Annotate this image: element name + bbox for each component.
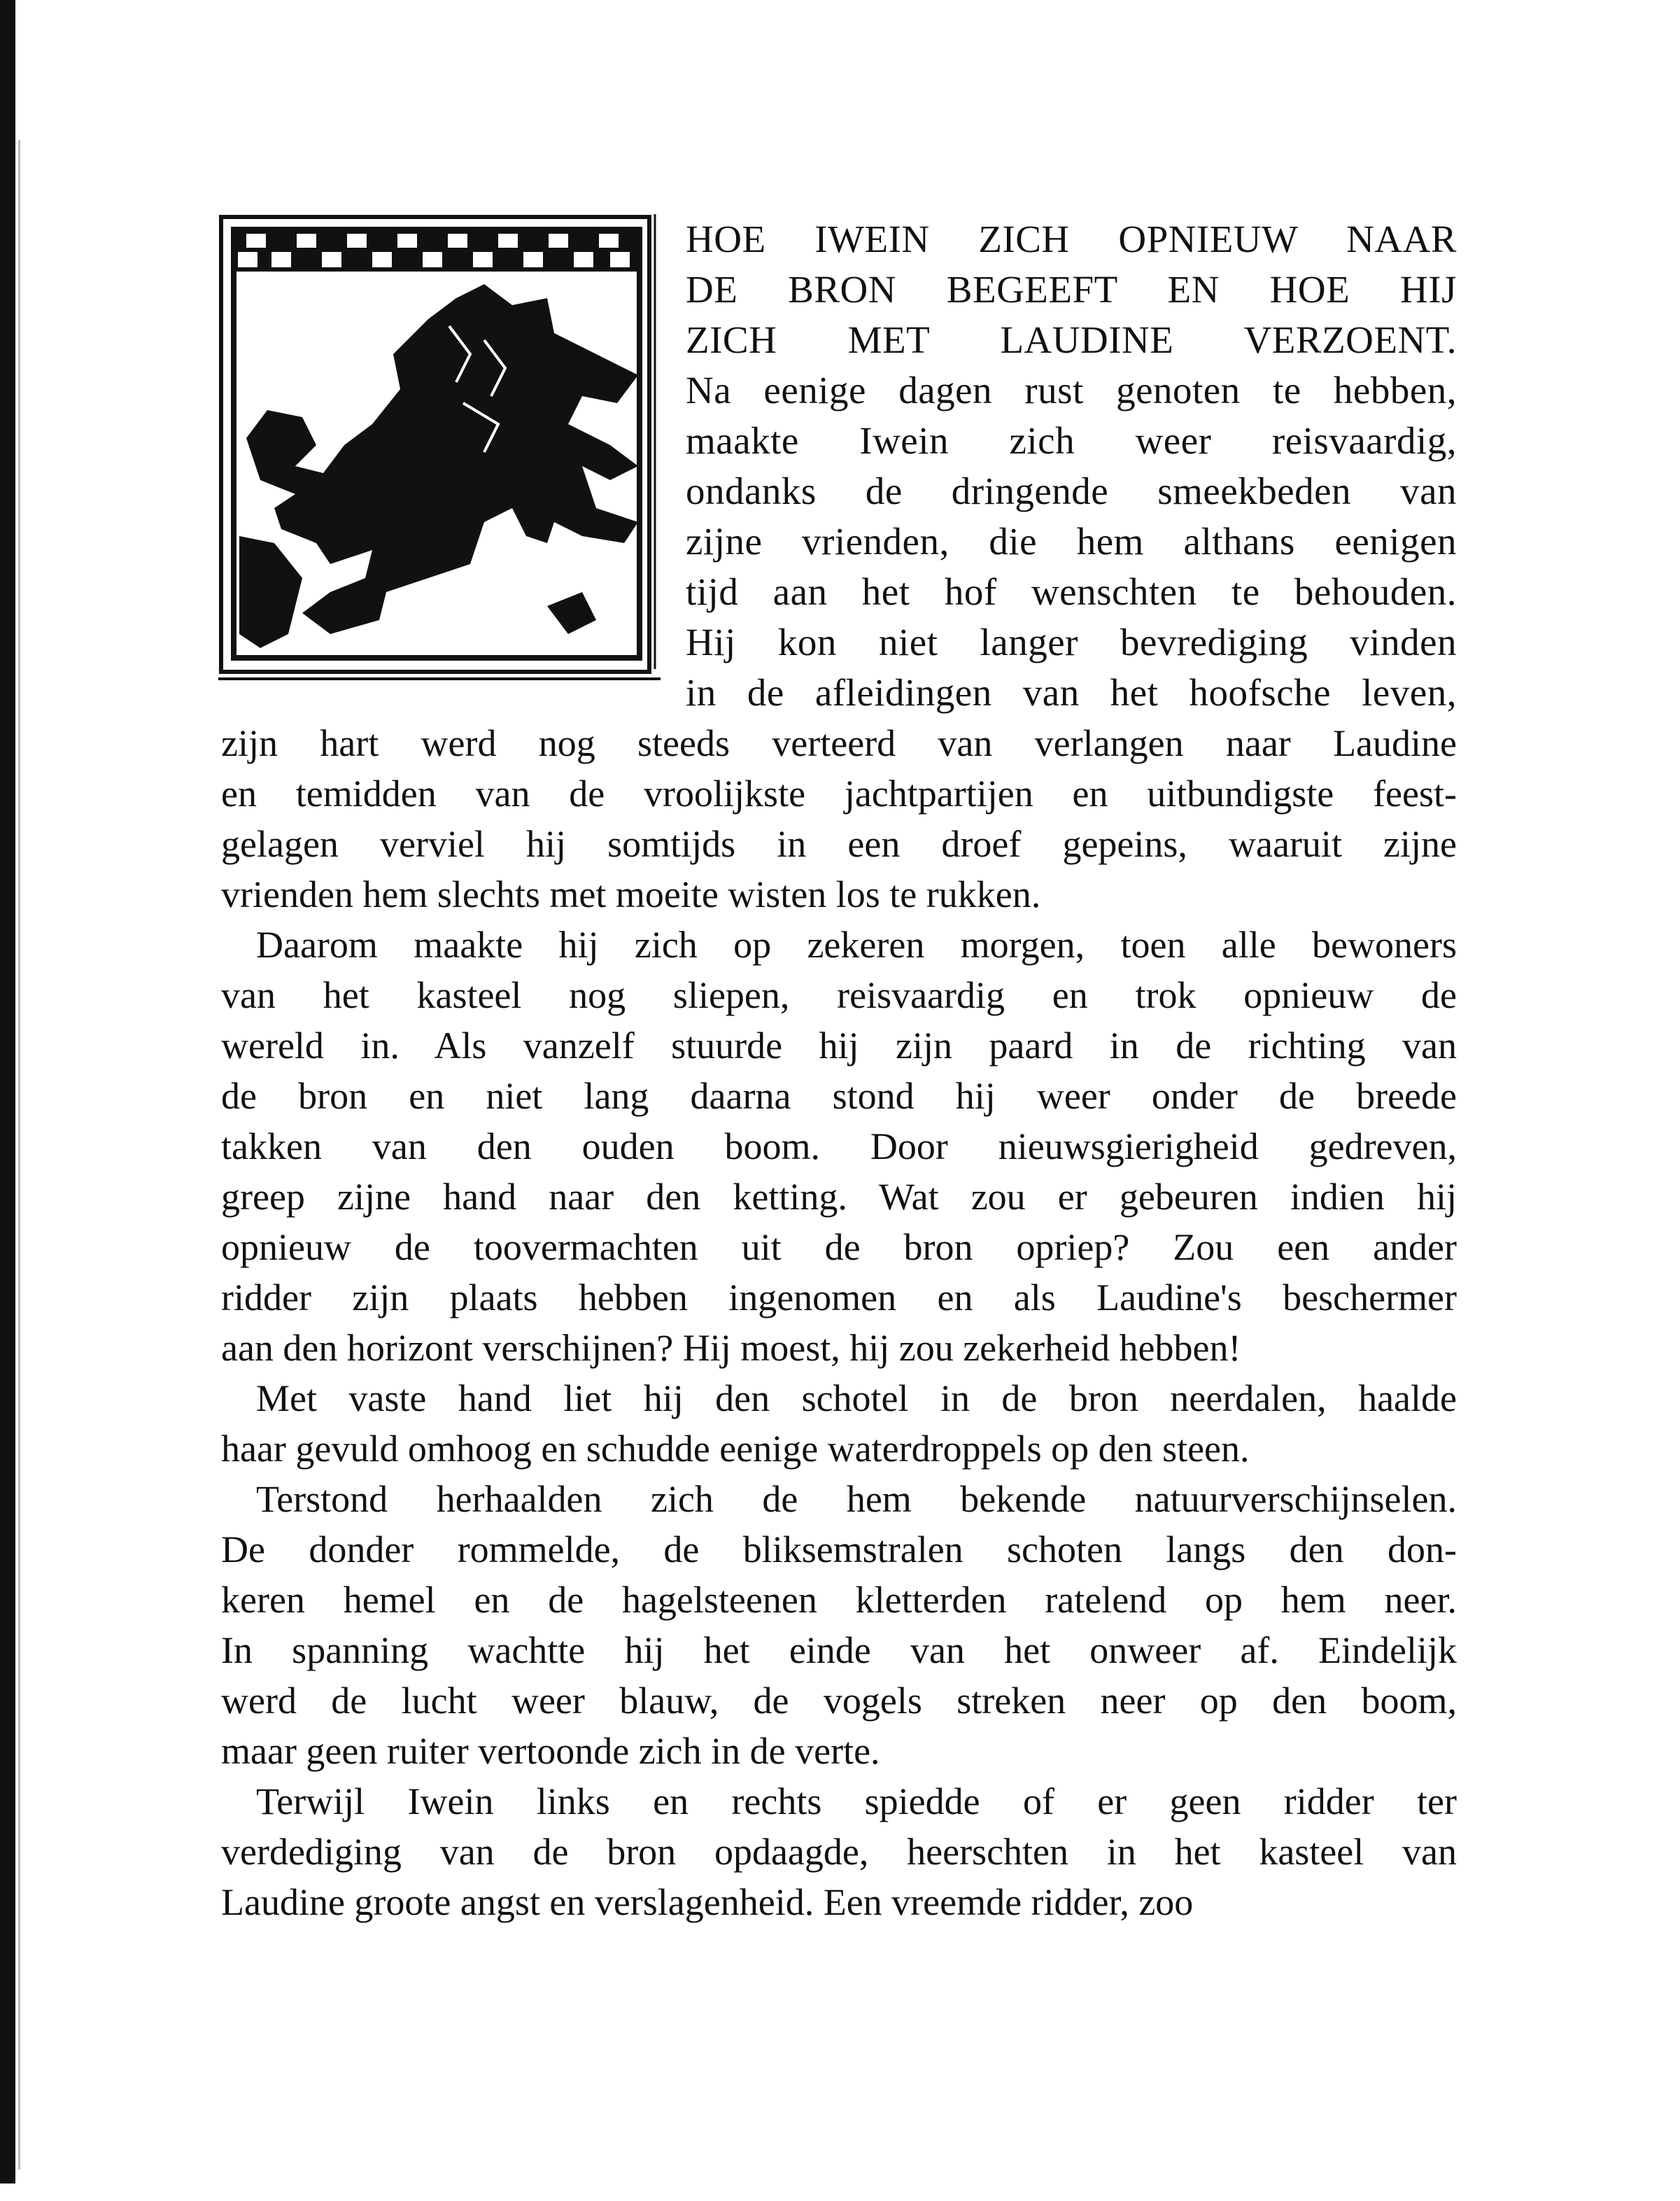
chapter-heading [686, 214, 1457, 365]
text-line: tijd aan het hof wenschten te behouden. [686, 570, 1457, 613]
text-line: Terstond herhaalden zich de hem bekende natuurverschijnselen. [256, 1478, 1457, 1520]
text-line: ridder zijn plaats hebben ingenomen en als Laudine's beschermer [221, 1277, 1457, 1319]
text-line: haar gevuld omhoog en schudde eenige waterdroppels op den steen. [221, 1428, 1250, 1470]
heading-line: HOE IWEIN ZICH OPNIEUW NAAR [686, 218, 1457, 260]
scan-edge [0, 0, 15, 2184]
text-line: aan den horizont verschijnen? Hij moest, hij zou zekerheid hebben! [221, 1327, 1241, 1369]
text-line: In spanning wachtte hij het einde van het onweer af. Eindelijk [221, 1629, 1457, 1671]
lion-illustration [218, 214, 661, 682]
scan-edge-shadow [18, 140, 20, 2170]
paragraph [221, 1474, 1457, 1776]
text-line: van het kasteel nog sliepen, reisvaardig en trok opnieuw de [221, 974, 1457, 1016]
opening-paragraph-lines [686, 365, 1457, 718]
body-text [221, 718, 1457, 1927]
text-line: zijn hart werd nog steeds verteerd van verlangen naar Laudine [221, 722, 1457, 764]
text-line: keren hemel en de hagelsteenen kletterden ratelend op hem neer. [221, 1579, 1457, 1621]
text-line: ondanks de dringende smeekbeden van [686, 470, 1457, 512]
text-line: wereld in. Als vanzelf stuurde hij zijn paard in de richting van [221, 1025, 1457, 1067]
text-column-beside-illustration [686, 214, 1457, 718]
text-line: De donder rommelde, de bliksemstralen schoten langs den don- [221, 1528, 1457, 1570]
text-line: vrienden hem slechts met moeite wisten los te rukken. [221, 873, 1041, 915]
paragraph [221, 1776, 1457, 1927]
text-line: maakte Iwein zich weer reisvaardig, [686, 419, 1457, 462]
text-line: Na eenige dagen rust genoten te hebben, [686, 369, 1457, 412]
text-line: Daarom maakte hij zich op zekeren morgen, toen alle bewoners [256, 924, 1457, 966]
paragraph [221, 718, 1457, 920]
text-line: takken van den ouden boom. Door nieuwsgierigheid gedreven, [221, 1125, 1457, 1167]
text-line: Terwijl Iwein links en rechts spiedde of er geen ridder ter [256, 1780, 1457, 1822]
text-line: Met vaste hand liet hij den schotel in de bron neerdalen, haalde [256, 1377, 1457, 1419]
text-line: in de afleidingen van het hoofsche leven, [686, 671, 1457, 714]
text-line: opnieuw de toovermachten uit de bron opriep? Zou een ander [221, 1226, 1457, 1268]
text-line: verdediging van de bron opdaagde, heerschten in het kasteel van [221, 1831, 1457, 1873]
text-line: werd de lucht weer blauw, de vogels streken neer op den boom, [221, 1680, 1457, 1722]
text-line: Laudine groote angst en verslagenheid. Een vreemde ridder, zoo [221, 1881, 1194, 1923]
text-line: gelagen verviel hij somtijds in een droef gepeins, waaruit zijne [221, 823, 1457, 865]
text-line: en temidden van de vroolijkste jachtpartijen en uitbundigste feest- [221, 773, 1457, 815]
text-line: zijne vrienden, die hem althans eenigen [686, 520, 1457, 563]
paragraph [221, 920, 1457, 1373]
text-line: greep zijne hand naar den ketting. Wat zou er gebeuren indien hij [221, 1176, 1457, 1218]
heading-line: DE BRON BEGEEFT EN HOE HIJ [686, 268, 1457, 311]
heading-line: ZICH MET LAUDINE VERZOENT. [686, 318, 1457, 361]
paragraph [221, 1373, 1457, 1474]
text-line: Hij kon niet langer bevrediging vinden [686, 621, 1457, 663]
text-line: maar geen ruiter vertoonde zich in de verte. [221, 1730, 880, 1772]
text-line: de bron en niet lang daarna stond hij weer onder de breede [221, 1075, 1457, 1117]
